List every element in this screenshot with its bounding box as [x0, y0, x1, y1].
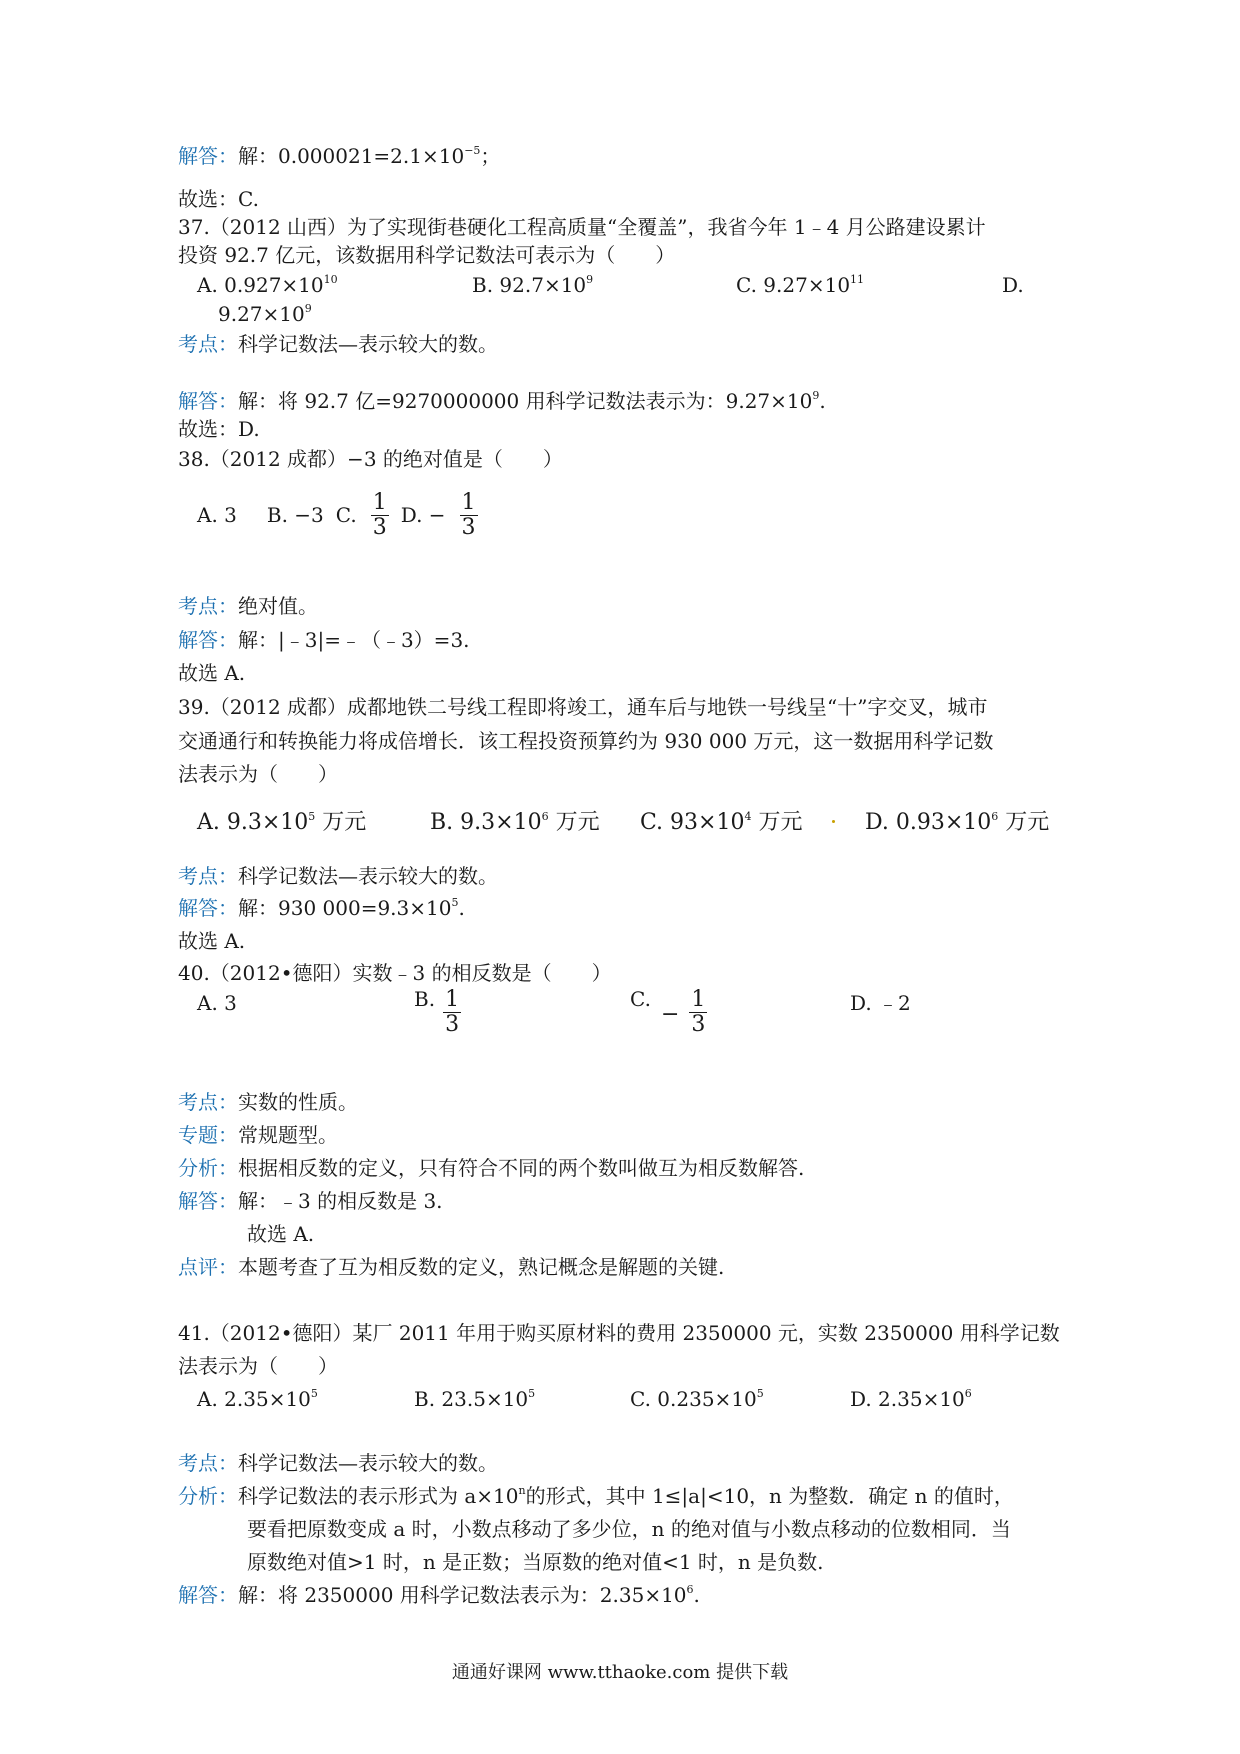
- option-unit: 万元: [548, 810, 600, 835]
- label-kaodian: 考点：: [178, 594, 238, 618]
- answer-text: 解：将 92.7 亿=9270000000 用科学记数法表示为：9.27×10: [238, 389, 813, 413]
- fraction-numerator: 1: [372, 489, 387, 515]
- answer-text: 解：将 2350000 用科学记数法表示为：2.35×10: [238, 1583, 687, 1607]
- q41-fenxi-2: 要看把原数变成 a 时，小数点移动了多少位，n 的绝对值与小数点移动的位数相同．当: [247, 1517, 1011, 1541]
- question-37-line-2: 投资 92.7 亿元，该数据用科学记数法可表示为（ ）: [178, 243, 676, 267]
- fraction-denominator: 3: [445, 1012, 460, 1037]
- fraction-numerator: 1: [445, 987, 460, 1012]
- q37-option-d-value: [218, 301, 312, 327]
- q39-option-d: [865, 810, 1049, 836]
- label-answer: 解答：: [178, 389, 238, 413]
- option-text: B. 9.3×10: [430, 810, 542, 835]
- q37-option-a: [197, 272, 338, 298]
- exponent: 5: [310, 1387, 318, 1400]
- exponent: 4: [744, 810, 752, 823]
- label-dianping: 点评：: [178, 1255, 238, 1279]
- fraction: [689, 988, 707, 1037]
- dianping-text: 本题考查了互为相反数的定义，熟记概念是解题的关键.: [238, 1255, 725, 1279]
- q40-kaodian: [178, 1089, 358, 1115]
- q38-option-c: C.: [335, 503, 357, 527]
- answer-text: 解：930 000=9.3×10: [238, 896, 452, 920]
- label-kaodian: 考点：: [178, 1451, 238, 1475]
- q40-option-b: [414, 986, 461, 1037]
- answer-text: 解：﹣3 的相反数是 3.: [238, 1189, 443, 1213]
- option-unit: 万元: [751, 810, 803, 835]
- q39-option-c: [640, 810, 802, 836]
- q38-options: [197, 487, 478, 543]
- fraction-numerator: 1: [461, 489, 476, 515]
- q37-option-b: [472, 272, 593, 298]
- label-fenxi: 分析：: [178, 1156, 238, 1180]
- q37-answer: [178, 388, 826, 414]
- q40-option-a: A. 3: [197, 991, 237, 1015]
- q40-answer: [178, 1188, 443, 1214]
- fraction-denominator: 3: [461, 514, 476, 540]
- question-39-line-2: 交通通行和转换能力将成倍增长．该工程投资预算约为 930 000 万元，这一数据用科学记数: [178, 729, 994, 753]
- exponent: 5: [451, 896, 459, 909]
- q38-option-b: B. −3: [266, 503, 324, 527]
- question-37-line-1: 37.（2012 山西）为了实现街巷硬化工程高质量“全覆盖”，我省今年 1﹣4 月公路建设累计: [178, 215, 986, 239]
- label-answer: 解答：: [178, 144, 238, 168]
- question-41-line-1: 41.（2012•德阳）某厂 2011 年用于购买原材料的费用 2350000 元，实数 2350000 用科学记数: [178, 1321, 1060, 1345]
- q40-fenxi: [178, 1155, 804, 1181]
- option-label: C.: [630, 987, 651, 1011]
- q38-answer: [178, 627, 470, 653]
- minus-sign: −: [660, 1002, 680, 1027]
- q40-choice: 故选 A.: [247, 1222, 315, 1246]
- label-answer: 解答：: [178, 628, 238, 652]
- label-kaodian: 考点：: [178, 1090, 238, 1114]
- answer-text-end: .: [458, 896, 465, 920]
- exponent: 6: [541, 810, 549, 823]
- option-text: A. 0.927×10: [197, 273, 324, 297]
- q41-fenxi-3: 原数绝对值>1 时，n 是正数；当原数的绝对值<1 时，n 是负数.: [247, 1550, 824, 1574]
- exponent: 6: [991, 810, 999, 823]
- question-41-line-2: 法表示为（ ）: [178, 1354, 338, 1378]
- q41-option-d: [850, 1386, 972, 1412]
- q41-kaodian: [178, 1450, 498, 1476]
- exponent: 9: [812, 389, 820, 402]
- q38-choice: 故选 A.: [178, 661, 246, 685]
- q41-option-c: [630, 1386, 764, 1412]
- exponent: 11: [850, 273, 865, 286]
- kaodian-text: 科学记数法—表示较大的数。: [238, 864, 498, 888]
- q37-option-c: [736, 272, 864, 298]
- label-answer: 解答：: [178, 896, 238, 920]
- answer-text: 解：0.000021=2.1×10: [238, 144, 465, 168]
- label-answer: 解答：: [178, 1583, 238, 1607]
- fraction-denominator: 3: [372, 514, 387, 540]
- option-text: A. 2.35×10: [197, 1387, 311, 1411]
- fenxi-text: 科学记数法的表示形式为 a×10: [238, 1484, 519, 1508]
- question-39-line-1: 39.（2012 成都）成都地铁二号线工程即将竣工，通车后与地铁一号线呈“十”字交叉，城市: [178, 695, 988, 719]
- answer-line: [178, 143, 500, 169]
- option-text: D. 0.93×10: [865, 810, 992, 835]
- q38-option-d: D. −: [400, 503, 446, 527]
- q41-option-b: [414, 1386, 535, 1412]
- option-unit: 万元: [315, 810, 367, 835]
- kaodian-text: 实数的性质。: [238, 1090, 358, 1114]
- exponent: 9: [586, 273, 594, 286]
- fenxi-text-end: 的形式，其中 1≤|a|<10，n 为整数．确定 n 的值时，: [525, 1484, 1014, 1508]
- label-kaodian: 考点：: [178, 332, 238, 356]
- fraction-numerator: 1: [691, 987, 706, 1012]
- stray-dot: [832, 820, 835, 823]
- label-fenxi: 分析：: [178, 1484, 238, 1508]
- answer-text: 解：|﹣3|=﹣（﹣3）=3.: [238, 628, 470, 652]
- question-40-line-1: 40.（2012•德阳）实数﹣3 的相反数是（ ）: [178, 961, 612, 985]
- q37-option-d: [1002, 272, 1024, 298]
- option-text: A. 9.3×10: [197, 810, 309, 835]
- answer-text-end: .: [693, 1583, 700, 1607]
- exponent: 6: [686, 1583, 694, 1596]
- option-text: 9.27×10: [218, 302, 305, 326]
- fenxi-text: 根据相反数的定义，只有符合不同的两个数叫做互为相反数解答.: [238, 1156, 805, 1180]
- q38-kaodian: [178, 593, 318, 619]
- option-text: C. 0.235×10: [630, 1387, 757, 1411]
- kaodian-text: 科学记数法—表示较大的数。: [238, 332, 498, 356]
- choice-line: 故选：C.: [178, 187, 259, 211]
- q38-option-a: A. 3: [197, 503, 237, 527]
- q39-choice: 故选 A.: [178, 929, 246, 953]
- answer-text-end: .: [819, 389, 826, 413]
- q39-kaodian: [178, 863, 498, 889]
- q41-option-a: [197, 1386, 318, 1412]
- question-39-line-3: 法表示为（ ）: [178, 762, 338, 786]
- zhuanti-text: 常规题型。: [238, 1123, 338, 1147]
- q37-kaodian: [178, 331, 498, 357]
- label-zhuanti: 专题：: [178, 1123, 238, 1147]
- option-label: B.: [414, 987, 436, 1011]
- exponent: 9: [304, 302, 312, 315]
- exponent: 5: [756, 1387, 764, 1400]
- option-text: C. 93×10: [640, 810, 745, 835]
- option-text: D. 2.35×10: [850, 1387, 965, 1411]
- option-unit: 万元: [998, 810, 1050, 835]
- q37-choice: 故选：D.: [178, 417, 260, 441]
- q40-option-c: [630, 986, 707, 1037]
- q40-dianping: [178, 1254, 724, 1280]
- fraction: [460, 491, 478, 540]
- q41-fenxi-1: [178, 1483, 1014, 1509]
- fraction: [443, 988, 461, 1037]
- q39-option-b: [430, 810, 600, 836]
- exponent: 5: [528, 1387, 536, 1400]
- page-footer: 通通好课网 www.tthaoke.com 提供下载: [451, 1662, 789, 1683]
- option-text: B. 92.7×10: [472, 273, 587, 297]
- q41-answer: [178, 1582, 700, 1608]
- exponent: 5: [308, 810, 316, 823]
- exponent: 10: [323, 273, 338, 286]
- exponent: 6: [964, 1387, 972, 1400]
- label-kaodian: 考点：: [178, 864, 238, 888]
- q39-answer: [178, 895, 465, 921]
- label-answer: 解答：: [178, 1189, 238, 1213]
- q39-option-a: [197, 810, 366, 836]
- question-38-line-1: 38.（2012 成都）−3 的绝对值是（ ）: [178, 447, 563, 471]
- exponent: −5: [464, 144, 481, 157]
- fraction: [371, 491, 389, 540]
- kaodian-text: 绝对值。: [238, 594, 318, 618]
- q40-option-d: D. ﹣2: [850, 991, 911, 1015]
- exponent: n: [518, 1484, 526, 1497]
- fraction-denominator: 3: [691, 1012, 706, 1037]
- q40-zhuanti: [178, 1122, 338, 1148]
- kaodian-text: 科学记数法—表示较大的数。: [238, 1451, 498, 1475]
- option-text: B. 23.5×10: [414, 1387, 529, 1411]
- answer-text-end: ；: [480, 144, 501, 168]
- option-text: D.: [1002, 273, 1024, 297]
- option-text: C. 9.27×10: [736, 273, 851, 297]
